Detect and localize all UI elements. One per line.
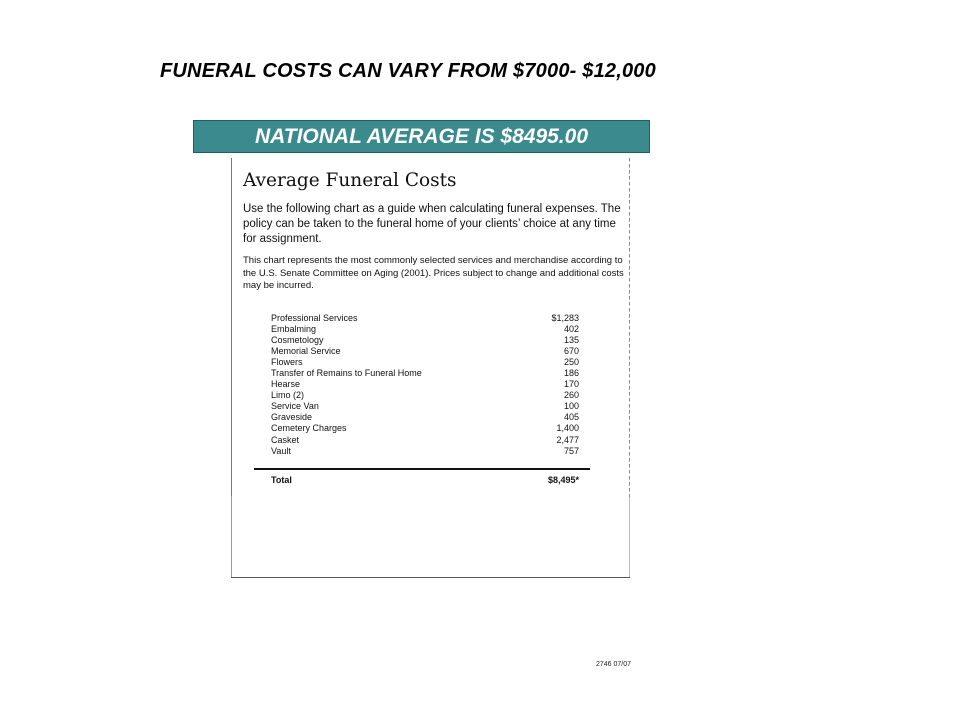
cost-label: Graveside [271, 412, 313, 423]
table-row [271, 401, 591, 412]
document-code: 2746 07/07 [596, 661, 632, 668]
cost-amount: 250 [563, 357, 579, 368]
cost-label: Transfer of Remains to Funeral Home [271, 368, 422, 379]
scan-right-edge-lower [629, 498, 630, 578]
cost-amount: 405 [563, 412, 579, 423]
cost-amount: 1,400 [556, 423, 579, 434]
cost-label: Professional Services [271, 313, 358, 323]
total-row [271, 475, 591, 485]
table-row [271, 324, 591, 335]
scanned-cost-sheet [231, 158, 630, 578]
cost-label: Service Van [271, 401, 319, 412]
cost-label: Limo (2) [271, 390, 305, 401]
table-row [271, 446, 591, 457]
cost-label: Embalming [271, 324, 317, 335]
cost-label: Memorial Service [271, 346, 341, 357]
table-row [271, 435, 591, 446]
document-title: Average Funeral Costs [243, 170, 457, 191]
scan-bottom-edge [231, 577, 630, 578]
table-row [271, 412, 591, 423]
cost-amount: 135 [563, 335, 579, 346]
cost-amount: 100 [563, 401, 579, 412]
scan-right-edge [629, 158, 630, 498]
document-intro-paragraph: Use the following chart as a guide when calculating funeral expenses. The policy can be taken to the funeral home of your clients’ choice at any time for assignment. [243, 203, 621, 245]
cost-amount: 402 [563, 324, 579, 335]
total-label: Total [271, 475, 292, 485]
headline: FUNERAL COSTS CAN VARY FROM $7000- $12,000 [160, 60, 656, 82]
table-row [271, 346, 591, 357]
total-amount: $8,495* [547, 475, 579, 485]
cost-amount: 2,477 [556, 434, 579, 445]
cost-label: Vault [271, 445, 291, 456]
table-row [271, 313, 591, 324]
table-row [271, 390, 591, 401]
cost-label: Cosmetology [271, 335, 324, 346]
cost-amount: 757 [563, 445, 579, 456]
cost-amount: 670 [563, 346, 579, 357]
table-row [271, 368, 591, 379]
national-average-banner: NATIONAL AVERAGE IS $8495.00 [193, 120, 650, 153]
cost-amount: 186 [563, 368, 579, 379]
cost-table [271, 313, 591, 457]
cost-label: Flowers [271, 357, 303, 368]
table-row [271, 357, 591, 368]
table-row [271, 423, 591, 434]
cost-amount: 170 [563, 379, 579, 390]
cost-amount: 260 [563, 390, 579, 401]
cost-amount: $1,283 [551, 313, 579, 323]
table-row [271, 335, 591, 346]
scan-left-edge-lower [231, 496, 232, 578]
cost-label: Casket [271, 434, 300, 445]
scan-left-edge [231, 158, 232, 496]
cost-label: Hearse [271, 379, 301, 390]
document-source-paragraph: This chart represents the most commonly selected services and merchandise according to the U.S. Senate Committee on Aging (2001). Prices subject to change and additional costs may be incurred. [243, 255, 624, 291]
total-divider [254, 468, 590, 470]
table-row [271, 379, 591, 390]
cost-label: Cemetery Charges [271, 423, 347, 434]
